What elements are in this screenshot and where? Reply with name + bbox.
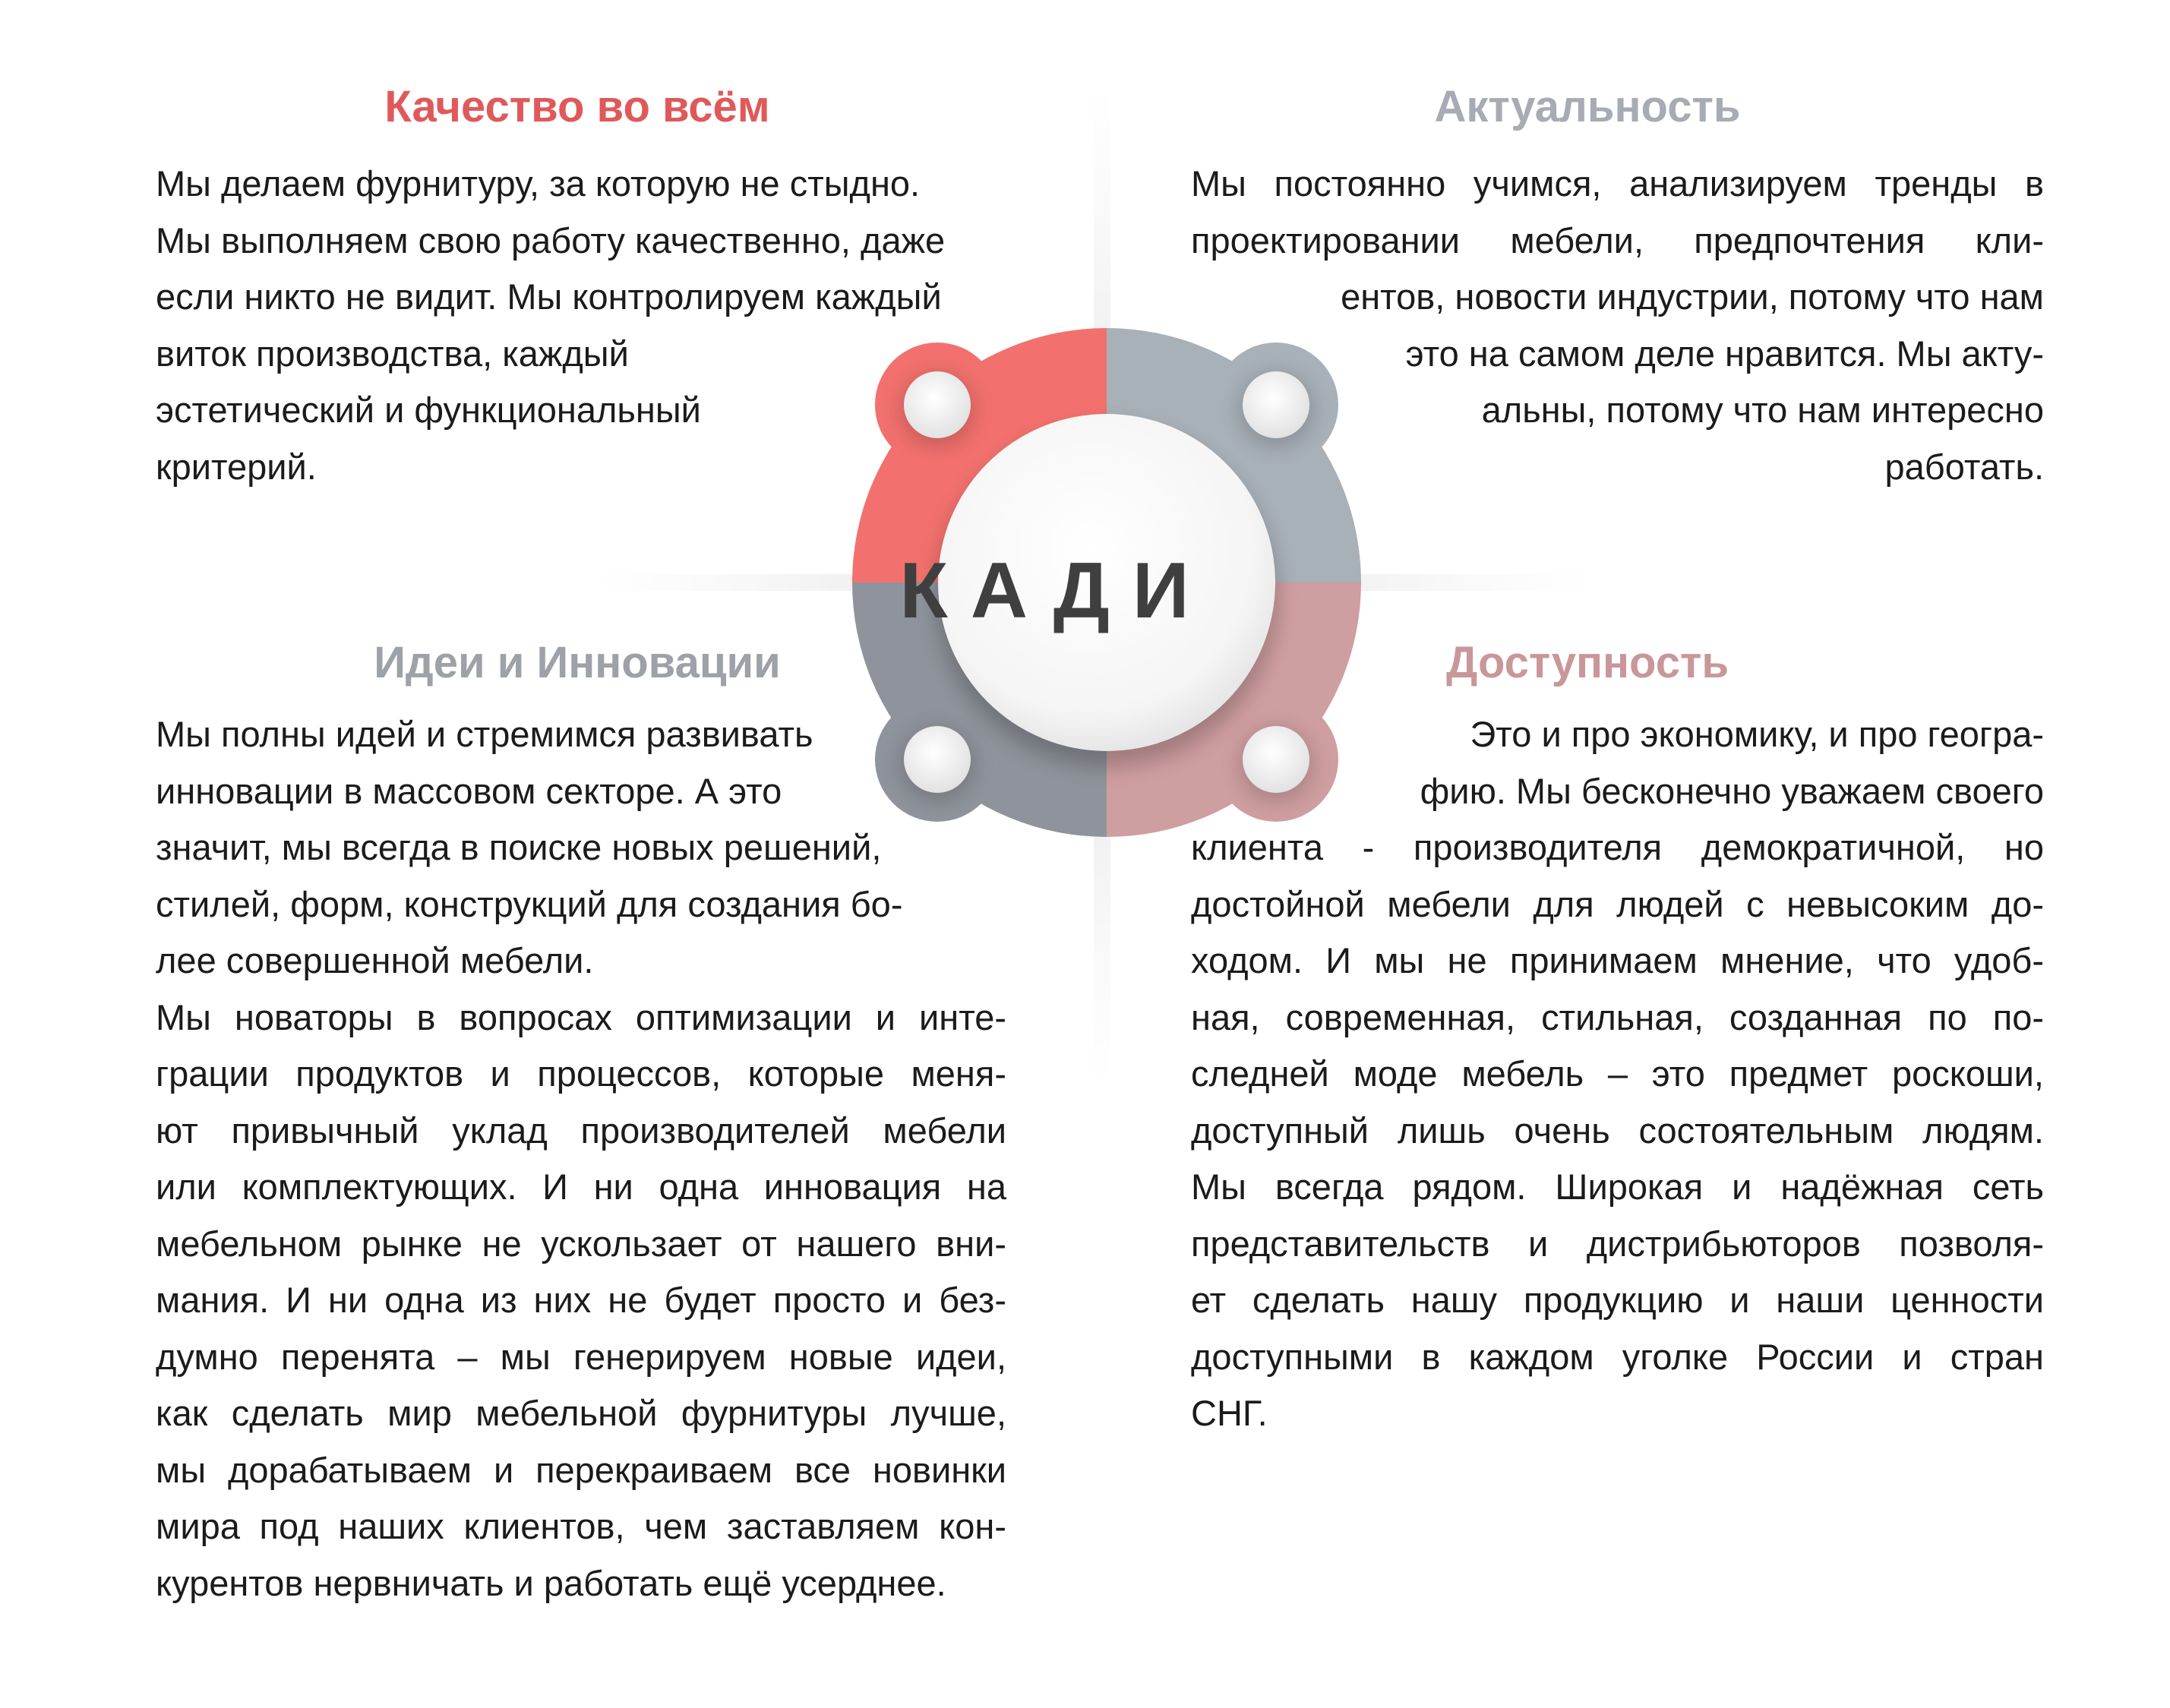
text-line: Мы постоянно учимся, анализируем тренды в [1191,163,2044,204]
text-line: думно перенята – мы генерируем новые идеи, [156,1336,1006,1377]
text-line: Мы новаторы в вопросах оптимизации и инте- [156,996,1006,1037]
text-line: альны, потому что нам интересно [1481,390,2044,430]
text-line: представительств и дистрибьюторов позволя- [1191,1223,2044,1264]
text-line: стилей, форм, конструкций для создания бо- [156,883,903,924]
text-line: мания. И ни одна из них не будет просто и без- [156,1280,1006,1320]
text-line: если никто не видит. Мы контролируем каждый [156,276,942,317]
section-text-relevance [1191,156,2044,495]
text-line: курентов нервничать и работать ещё усерднее. [156,1562,946,1603]
text-line: Мы делаем фурнитуру, за которую не стыдно. [156,163,921,204]
text-line: критерий. [156,446,317,487]
text-line: инновации в массовом секторе. А это [156,770,782,811]
section-text-ideas [156,706,1006,1612]
text-line: мебельном рынке не ускользает от нашего вни- [156,1223,1006,1264]
text-line: виток производства, каждый [156,333,629,374]
text-line: Мы всегда рядом. Широкая и надёжная сеть [1191,1167,2044,1207]
text-line: или комплектующих. И ни одна инновация на [156,1167,1006,1207]
section-text-access [1191,706,2044,1442]
text-line: мира под наших клиентов, чем заставляем кон- [156,1506,1006,1546]
text-line: это на самом деле нравится. Мы акту- [1405,333,2044,374]
text-line: ентов, новости индустрии, потому что нам [1341,276,2044,317]
text-line: грации продуктов и процессов, которые меня- [156,1053,1006,1094]
text-line: значит, мы всегда в поиске новых решений, [156,827,882,867]
text-line: проектировании мебели, предпочтения кли- [1191,219,2044,260]
section-title-relevance: Актуальность [1434,82,1741,131]
section-text-quality [156,156,1006,495]
text-line: Мы выполняем свою работу качественно, даже [156,219,946,260]
text-line: Это и про экономику, и про геогра- [1470,714,2044,754]
text-line: лее совершенной мебели. [156,940,594,980]
text-line: клиента - производителя демократичной, но [1191,827,2044,867]
text-line: доступный лишь очень состоятельным людям. [1191,1110,2044,1151]
section-title-ideas: Идеи и Инновации [374,638,781,687]
text-line: следней моде мебель – это предмет роскоши, [1191,1053,2044,1094]
logo-wordmark: КАДИ [899,547,1212,635]
text-line: работать. [1884,446,2044,487]
text-line: мы дорабатываем и перекраиваем все новинки [156,1449,1006,1490]
text-line: как сделать мир мебельной фурнитуры лучше, [156,1393,1006,1433]
text-line: достойной мебели для людей с невысоким до- [1191,883,2044,924]
text-line: доступными в каждом уголке России и стран [1191,1336,2044,1377]
text-line: эстетический и функциональный [156,390,701,430]
section-title-quality: Качество во всём [384,82,770,131]
text-line: Мы полны идей и стремимся развивать [156,714,813,754]
text-line: СНГ. [1191,1393,1268,1433]
text-line: ходом. И мы не принимаем мнение, что удоб- [1191,940,2044,980]
section-title-access: Доступность [1445,638,1729,687]
text-line: фию. Мы бесконечно уважаем своего [1420,770,2044,811]
text-line: ет сделать нашу продукцию и наши ценности [1191,1280,2044,1320]
text-line: ют привычный уклад производителей мебели [156,1110,1006,1151]
text-line: ная, современная, стильная, созданная по по- [1191,996,2044,1037]
